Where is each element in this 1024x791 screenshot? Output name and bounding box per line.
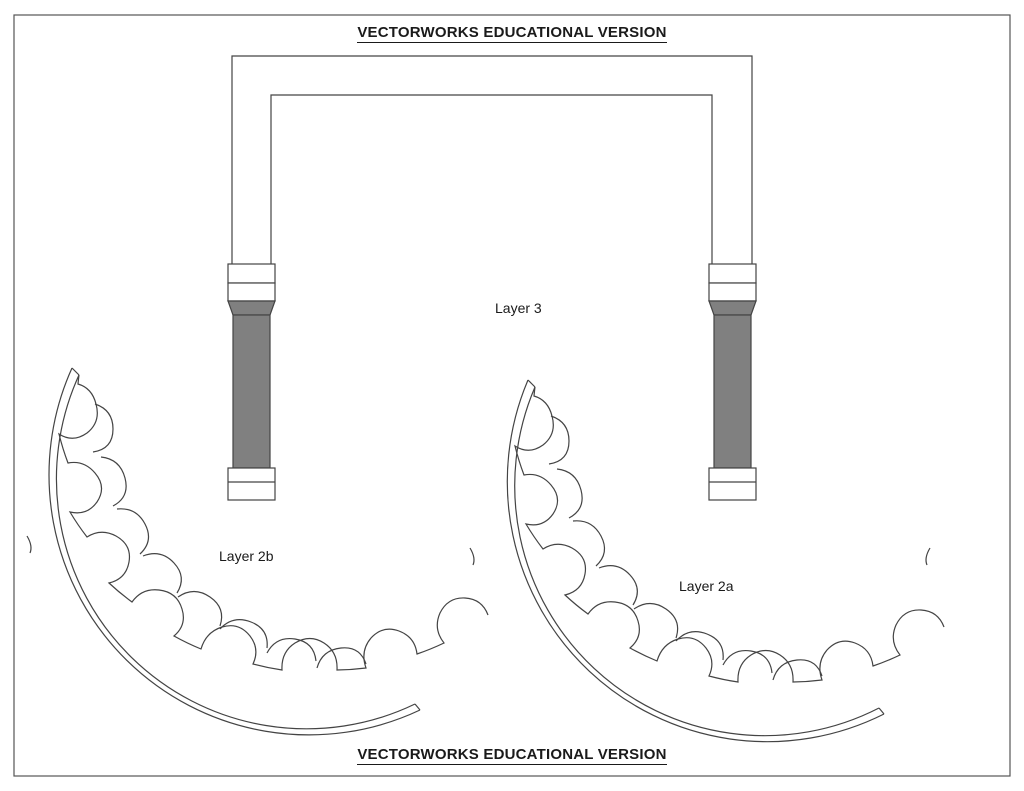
arc-tail-marks: [27, 536, 930, 565]
watermark-top: [0, 24, 1024, 41]
label-layer-2b: Layer 2b: [219, 548, 274, 564]
watermark-top-text: VECTORWORKS EDUCATIONAL VERSION: [357, 24, 667, 41]
right-shaft-head: [709, 301, 756, 315]
watermark-bottom: [0, 746, 1024, 763]
hanger-frame: [232, 56, 752, 270]
right-collar-upper: [709, 264, 756, 283]
right-column-assembly: [709, 264, 756, 500]
left-column-assembly: [228, 264, 275, 500]
label-layer-2a: Layer 2a: [679, 578, 734, 594]
left-collar-upper: [228, 264, 275, 283]
label-layer-3: Layer 3: [495, 300, 542, 316]
right-capital: [709, 283, 756, 301]
watermark-bottom-text: VECTORWORKS EDUCATIONAL VERSION: [357, 746, 667, 763]
scallop-cusps: [549, 416, 822, 680]
page-border: [14, 15, 1010, 776]
left-capital: [228, 283, 275, 301]
right-base: [709, 468, 756, 500]
scallop-cusps: [93, 404, 366, 668]
left-base: [228, 468, 275, 500]
left-shaft: [233, 315, 270, 468]
left-shaft-head: [228, 301, 275, 315]
right-shaft: [714, 315, 751, 468]
